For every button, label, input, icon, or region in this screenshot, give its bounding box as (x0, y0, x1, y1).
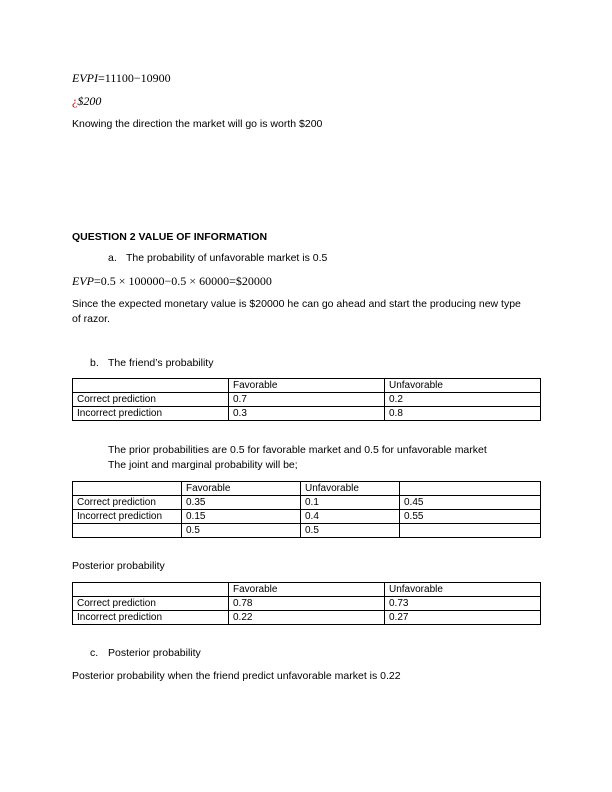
table-header-row (73, 583, 541, 597)
evpi-result-value: $200 (77, 94, 102, 108)
table-cell: 0.1 (301, 496, 400, 510)
table-header-unfavorable: Unfavorable (385, 379, 541, 393)
friend-probability-table (72, 378, 541, 421)
evp-equation (72, 274, 272, 289)
table-cell: 0.4 (301, 510, 400, 524)
table-cell (400, 482, 541, 496)
table-cell: 0.73 (385, 597, 541, 611)
table-row (73, 496, 541, 510)
evpi-conclusion: Knowing the direction the market will go is worth $200 (72, 118, 323, 130)
table-cell (73, 583, 229, 597)
question2-heading: QUESTION 2 VALUE OF INFORMATION (72, 231, 268, 243)
evpi-result-symbol: ¿ (72, 94, 78, 108)
since-paragraph: Since the expected monetary value is $20000 he can go ahead and start the producing new type of razor. (72, 298, 521, 325)
table-row (73, 510, 541, 524)
table-header-favorable: Favorable (182, 482, 301, 496)
table-cell: 0.5 (182, 524, 301, 538)
table-header-unfavorable: Unfavorable (385, 583, 541, 597)
table-cell (400, 524, 541, 538)
posterior-probability-label: Posterior probability (72, 560, 165, 572)
table-row (73, 393, 541, 407)
table-cell: 0.55 (400, 510, 541, 524)
table-cell (73, 482, 182, 496)
table-row (73, 524, 541, 538)
table-cell: 0.78 (229, 597, 385, 611)
table-cell: 0.35 (182, 496, 301, 510)
table-cell: 0.5 (301, 524, 400, 538)
item-a-marker: a. (108, 252, 117, 264)
table-header-row (73, 482, 541, 496)
table-cell: 0.3 (229, 407, 385, 421)
item-b-text: The friend’s probability (108, 357, 214, 369)
table-cell: 0.27 (385, 611, 541, 625)
table-cell: 0.7 (229, 393, 385, 407)
table-cell: 0.15 (182, 510, 301, 524)
table-cell: 0.8 (385, 407, 541, 421)
table-row (73, 611, 541, 625)
evpi-equation (72, 71, 171, 86)
table-cell: Correct prediction (73, 393, 229, 407)
evp-lhs: EVP (72, 274, 94, 288)
item-c-marker: c. (90, 647, 99, 659)
evpi-lhs: EVPI (72, 71, 98, 85)
evpi-result (72, 94, 101, 109)
table-cell: Correct prediction (73, 597, 229, 611)
evpi-rhs: =11100−10900 (98, 71, 171, 85)
table-row (73, 407, 541, 421)
table-header-unfavorable: Unfavorable (301, 482, 400, 496)
table-cell (73, 379, 229, 393)
table-cell: 0.22 (229, 611, 385, 625)
prior-probabilities-text: The prior probabilities are 0.5 for favorable market and 0.5 for unfavorable market (108, 444, 487, 456)
final-posterior-text: Posterior probability when the friend predict unfavorable market is 0.22 (72, 670, 401, 682)
table-header-row (73, 379, 541, 393)
table-row (73, 597, 541, 611)
item-b-marker: b. (90, 357, 99, 369)
table-cell: Incorrect prediction (73, 407, 229, 421)
joint-marginal-text: The joint and marginal probability will be; (108, 459, 298, 471)
table-cell: Incorrect prediction (73, 510, 182, 524)
joint-marginal-table (72, 481, 541, 538)
item-a-text: The probability of unfavorable market is 0.5 (126, 252, 328, 264)
table-cell: 0.45 (400, 496, 541, 510)
table-cell: Incorrect prediction (73, 611, 229, 625)
table-cell: Correct prediction (73, 496, 182, 510)
table-header-favorable: Favorable (229, 583, 385, 597)
posterior-probability-table (72, 582, 541, 625)
item-c-text: Posterior probability (108, 647, 201, 659)
table-cell (73, 524, 182, 538)
evp-rhs: =0.5 × 100000−0.5 × 60000=$20000 (94, 274, 272, 288)
table-header-favorable: Favorable (229, 379, 385, 393)
table-cell: 0.2 (385, 393, 541, 407)
